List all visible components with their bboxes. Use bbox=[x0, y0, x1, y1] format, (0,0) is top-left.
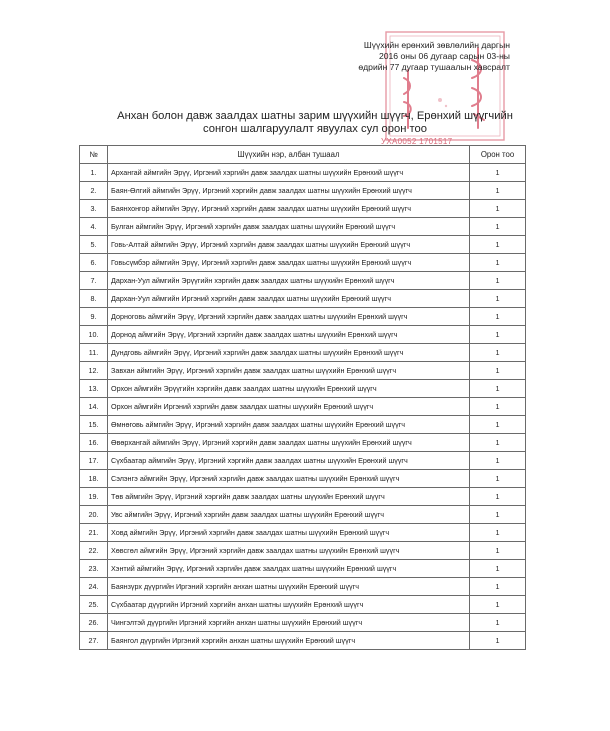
row-court-position: Увс аймгийн Эрүү, Иргэний хэргийн давж заалдах шатны шүүхийн Ерөнхий шүүгч bbox=[108, 506, 470, 524]
row-court-position: Булган аймгийн Эрүү, Иргэний хэргийн давж заалдах шатны шүүхийн Ерөнхий шүүгч bbox=[108, 218, 470, 236]
row-seat-count: 1 bbox=[470, 524, 526, 542]
row-number: 21. bbox=[80, 524, 108, 542]
row-seat-count: 1 bbox=[470, 596, 526, 614]
stamp-code: УХА0052 1701517 bbox=[381, 137, 453, 146]
row-seat-count: 1 bbox=[470, 542, 526, 560]
row-number: 6. bbox=[80, 254, 108, 272]
header-seat-count: Орон тоо bbox=[470, 146, 526, 164]
row-number: 10. bbox=[80, 326, 108, 344]
row-seat-count: 1 bbox=[470, 236, 526, 254]
table-row bbox=[80, 254, 526, 272]
table-row bbox=[80, 326, 526, 344]
row-court-position: Говьсүмбэр аймгийн Эрүү, Иргэний хэргийн давж заалдах шатны шүүхийн Ерөнхий шүүгч bbox=[108, 254, 470, 272]
row-court-position: Өмнөговь аймгийн Эрүү, Иргэний хэргийн давж заалдах шатны шүүхийн Ерөнхий шүүгч bbox=[108, 416, 470, 434]
row-number: 19. bbox=[80, 488, 108, 506]
table-row bbox=[80, 488, 526, 506]
row-court-position: Төв аймгийн Эрүү, Иргэний хэргийн давж заалдах шатны шүүхийн Ерөнхий шүүгч bbox=[108, 488, 470, 506]
row-seat-count: 1 bbox=[470, 380, 526, 398]
row-court-position: Чингэлтэй дүүргийн Иргэний хэргийн анхан шатны шүүхийн Ерөнхий шүүгч bbox=[108, 614, 470, 632]
row-seat-count: 1 bbox=[470, 416, 526, 434]
row-number: 2. bbox=[80, 182, 108, 200]
document-title bbox=[105, 110, 525, 136]
row-seat-count: 1 bbox=[470, 254, 526, 272]
row-seat-count: 1 bbox=[470, 398, 526, 416]
table-row bbox=[80, 596, 526, 614]
row-seat-count: 1 bbox=[470, 506, 526, 524]
table-row bbox=[80, 542, 526, 560]
row-court-position: Ховд аймгийн Эрүү, Иргэний хэргийн давж заалдах шатны шүүхийн Ерөнхий шүүгч bbox=[108, 524, 470, 542]
table-row bbox=[80, 506, 526, 524]
table-row bbox=[80, 560, 526, 578]
table-row bbox=[80, 272, 526, 290]
table-row bbox=[80, 182, 526, 200]
table-row bbox=[80, 398, 526, 416]
table-header bbox=[80, 146, 526, 164]
row-number: 3. bbox=[80, 200, 108, 218]
approval-line-1: Шүүхийн ерөнхий зөвлөлийн даргын bbox=[363, 40, 510, 50]
row-seat-count: 1 bbox=[470, 578, 526, 596]
header-number: № bbox=[80, 146, 108, 164]
title-line-2: сонгон шалгаруулалт явуулах сул орон тоо bbox=[203, 123, 427, 135]
table-row bbox=[80, 614, 526, 632]
row-number: 4. bbox=[80, 218, 108, 236]
table-row bbox=[80, 578, 526, 596]
row-seat-count: 1 bbox=[470, 434, 526, 452]
row-seat-count: 1 bbox=[470, 560, 526, 578]
row-number: 22. bbox=[80, 542, 108, 560]
row-number: 12. bbox=[80, 362, 108, 380]
row-court-position: Завхан аймгийн Эрүү, Иргэний хэргийн давж заалдах шатны шүүхийн Ерөнхий шүүгч bbox=[108, 362, 470, 380]
row-number: 14. bbox=[80, 398, 108, 416]
table-row bbox=[80, 236, 526, 254]
row-number: 17. bbox=[80, 452, 108, 470]
table-row bbox=[80, 290, 526, 308]
approval-line-2: 2016 оны 06 дугаар сарын 03-ны bbox=[378, 51, 510, 61]
table-row bbox=[80, 434, 526, 452]
table-row bbox=[80, 416, 526, 434]
row-number: 18. bbox=[80, 470, 108, 488]
row-number: 25. bbox=[80, 596, 108, 614]
row-seat-count: 1 bbox=[470, 164, 526, 182]
table-row bbox=[80, 164, 526, 182]
row-court-position: Баянгол дүүргийн Иргэний хэргийн анхан шатны шүүхийн Ерөнхий шүүгч bbox=[108, 632, 470, 650]
row-court-position: Дархан-Уул аймгийн Эрүүгийн хэргийн давж заалдах шатны шүүхийн Ерөнхий шүүгч bbox=[108, 272, 470, 290]
row-seat-count: 1 bbox=[470, 218, 526, 236]
table-row bbox=[80, 380, 526, 398]
row-seat-count: 1 bbox=[470, 344, 526, 362]
row-court-position: Дорнод аймгийн Эрүү, Иргэний хэргийн давж заалдах шатны шүүхийн Ерөнхий шүүгч bbox=[108, 326, 470, 344]
row-seat-count: 1 bbox=[470, 488, 526, 506]
row-court-position: Баян-Өлгий аймгийн Эрүү, Иргэний хэргийн давж заалдах шатны шүүхийн Ерөнхий шүүгч bbox=[108, 182, 470, 200]
table-row bbox=[80, 524, 526, 542]
table-row bbox=[80, 632, 526, 650]
row-seat-count: 1 bbox=[470, 362, 526, 380]
row-number: 1. bbox=[80, 164, 108, 182]
row-court-position: Сүхбаатар дүүргийн Иргэний хэргийн анхан шатны шүүхийн Ерөнхий шүүгч bbox=[108, 596, 470, 614]
row-court-position: Сэлэнгэ аймгийн Эрүү, Иргэний хэргийн давж заалдах шатны шүүхийн Ерөнхий шүүгч bbox=[108, 470, 470, 488]
table-row bbox=[80, 308, 526, 326]
table-row bbox=[80, 218, 526, 236]
row-seat-count: 1 bbox=[470, 200, 526, 218]
row-court-position: Орхон аймгийн Эрүүгийн хэргийн давж заалдах шатны шүүхийн Ерөнхий шүүгч bbox=[108, 380, 470, 398]
row-number: 26. bbox=[80, 614, 108, 632]
row-number: 15. bbox=[80, 416, 108, 434]
row-seat-count: 1 bbox=[470, 272, 526, 290]
vacancy-table bbox=[79, 145, 526, 650]
title-line-1: Анхан болон давж заалдах шатны зарим шүүхийн шүүгч, Ерөнхий шүүгчийн bbox=[117, 110, 513, 122]
row-number: 11. bbox=[80, 344, 108, 362]
row-seat-count: 1 bbox=[470, 632, 526, 650]
table-row bbox=[80, 470, 526, 488]
approval-note bbox=[320, 40, 510, 73]
row-court-position: Сүхбаатар аймгийн Эрүү, Иргэний хэргийн давж заалдах шатны шүүхийн Ерөнхий шүүгч bbox=[108, 452, 470, 470]
row-court-position: Хөвсгөл аймгийн Эрүү, Иргэний хэргийн давж заалдах шатны шүүхийн Ерөнхий шүүгч bbox=[108, 542, 470, 560]
row-seat-count: 1 bbox=[470, 290, 526, 308]
header-court-position: Шүүхийн нэр, албан тушаал bbox=[108, 146, 470, 164]
row-court-position: Баянзүрх дүүргийн Иргэний хэргийн анхан шатны шүүхийн Ерөнхий шүүгч bbox=[108, 578, 470, 596]
row-number: 8. bbox=[80, 290, 108, 308]
row-number: 20. bbox=[80, 506, 108, 524]
row-court-position: Дорноговь аймгийн Эрүү, Иргэний хэргийн давж заалдах шатны шүүхийн Ерөнхий шүүгч bbox=[108, 308, 470, 326]
row-number: 13. bbox=[80, 380, 108, 398]
row-court-position: Дундговь аймгийн Эрүү, Иргэний хэргийн давж заалдах шатны шүүхийн Ерөнхий шүүгч bbox=[108, 344, 470, 362]
table-body bbox=[80, 164, 526, 650]
table-row bbox=[80, 362, 526, 380]
row-seat-count: 1 bbox=[470, 308, 526, 326]
row-number: 24. bbox=[80, 578, 108, 596]
row-court-position: Өвөрхангай аймгийн Эрүү, Иргэний хэргийн давж заалдах шатны шүүхийн Ерөнхий шүүгч bbox=[108, 434, 470, 452]
approval-line-3: өдрийн 77 дугаар тушаалын хавсралт bbox=[358, 62, 510, 72]
row-number: 23. bbox=[80, 560, 108, 578]
table-row bbox=[80, 452, 526, 470]
row-seat-count: 1 bbox=[470, 452, 526, 470]
row-court-position: Баянхонгор аймгийн Эрүү, Иргэний хэргийн давж заалдах шатны шүүхийн Ерөнхий шүүгч bbox=[108, 200, 470, 218]
row-seat-count: 1 bbox=[470, 326, 526, 344]
row-number: 7. bbox=[80, 272, 108, 290]
row-court-position: Орхон аймгийн Иргэний хэргийн давж заалдах шатны шүүхийн Ерөнхий шүүгч bbox=[108, 398, 470, 416]
row-court-position: Говь-Алтай аймгийн Эрүү, Иргэний хэргийн давж заалдах шатны шүүхийн Ерөнхий шүүгч bbox=[108, 236, 470, 254]
table-row bbox=[80, 344, 526, 362]
row-court-position: Архангай аймгийн Эрүү, Иргэний хэргийн давж заалдах шатны шүүхийн Ерөнхий шүүгч bbox=[108, 164, 470, 182]
row-number: 9. bbox=[80, 308, 108, 326]
table-header-row bbox=[80, 146, 526, 164]
row-seat-count: 1 bbox=[470, 614, 526, 632]
table-row bbox=[80, 200, 526, 218]
row-number: 27. bbox=[80, 632, 108, 650]
row-seat-count: 1 bbox=[470, 182, 526, 200]
row-court-position: Хэнтий аймгийн Эрүү, Иргэний хэргийн давж заалдах шатны шүүхийн Ерөнхий шүүгч bbox=[108, 560, 470, 578]
row-number: 16. bbox=[80, 434, 108, 452]
row-number: 5. bbox=[80, 236, 108, 254]
row-seat-count: 1 bbox=[470, 470, 526, 488]
row-court-position: Дархан-Уул аймгийн Иргэний хэргийн давж заалдах шатны шүүхийн Ерөнхий шүүгч bbox=[108, 290, 470, 308]
